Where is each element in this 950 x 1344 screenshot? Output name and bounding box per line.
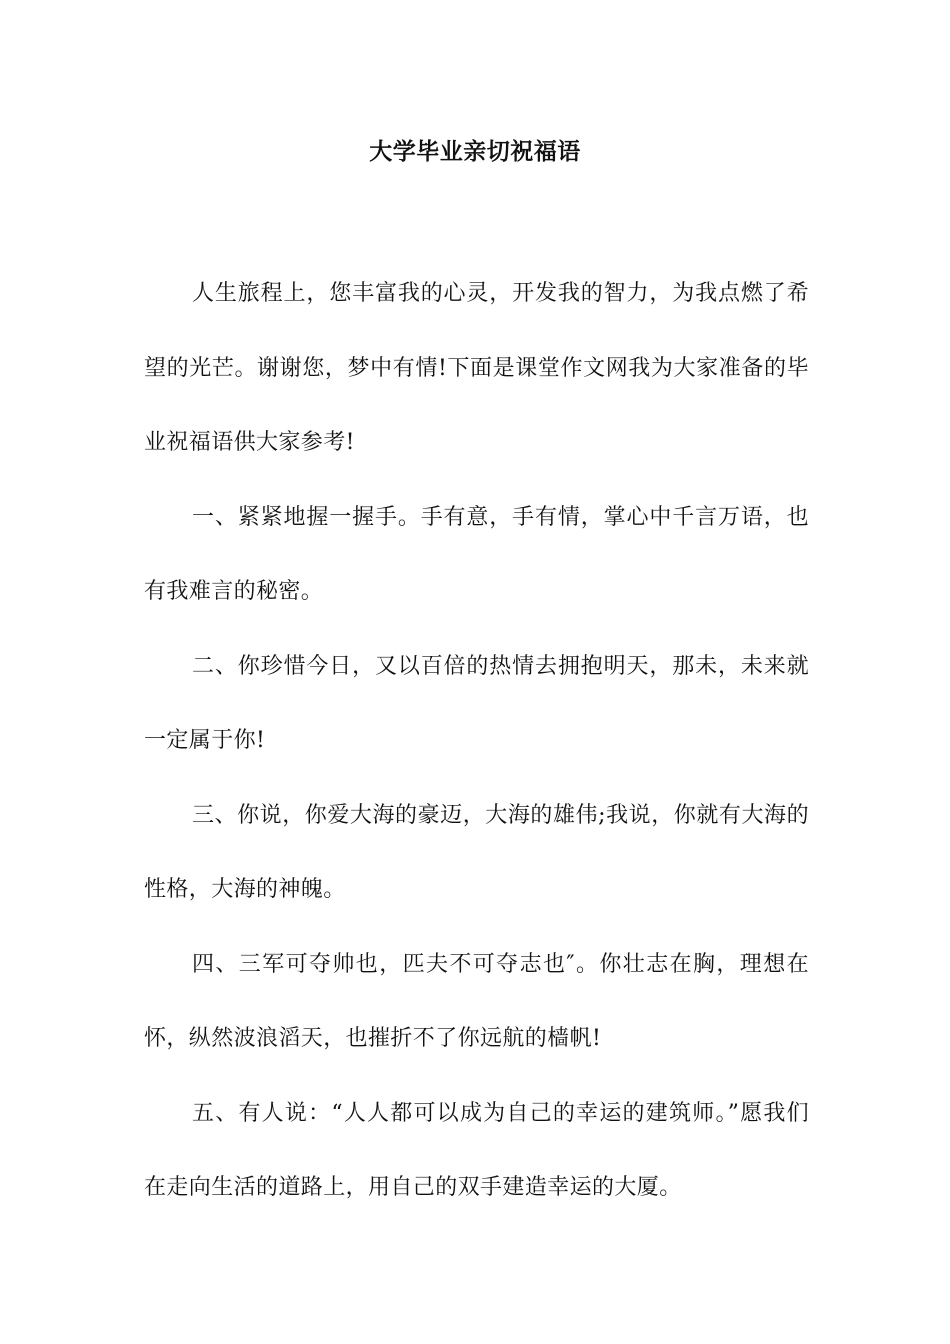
paragraph-wish-5: 五、有人说：“人人都可以成为自己的幸运的建筑师。”愿我们在走向生活的道路上，用自己的双手建造幸运的大厦。 bbox=[144, 1100, 809, 1200]
document-title: 大学毕业亲切祝福语 bbox=[369, 139, 581, 165]
paragraph-wish-4: 四、三军可夺帅也，匹夫不可夺志也″。你壮志在胸，理想在怀，纵然波浪滔天，也摧折不了你远航的樯帆! bbox=[144, 951, 809, 1051]
paragraph-wish-2: 二、你珍惜今日，又以百倍的热情去拥抱明天，那未，未来就一定属于你! bbox=[144, 653, 809, 753]
paragraph-wish-1: 一、紧紧地握一握手。手有意，手有情，掌心中千言万语，也有我难言的秘密。 bbox=[144, 504, 809, 604]
document-body bbox=[144, 257, 809, 1226]
paragraph-wish-3: 三、你说，你爱大海的豪迈，大海的雄伟;我说，你就有大海的性格，大海的神魄。 bbox=[144, 802, 809, 902]
paragraph-intro: 人生旅程上，您丰富我的心灵，开发我的智力，为我点燃了希望的光芒。谢谢您，梦中有情!下面是课堂作文网我为大家准备的毕业祝福语供大家参考! bbox=[144, 281, 809, 455]
